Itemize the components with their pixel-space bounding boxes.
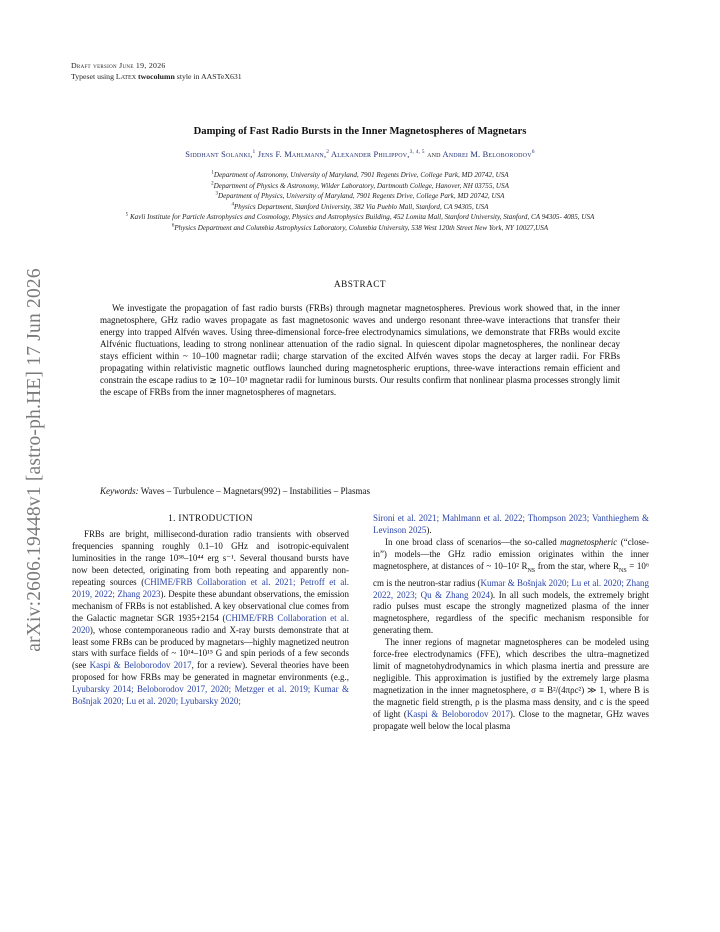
- authors-and: and: [427, 150, 441, 159]
- citation-link[interactable]: Kaspi & Beloborodov 2017: [406, 709, 510, 720]
- affiliation-4: $^4$Physics Department, Stanford University, 382 Via Pueblo Mall, Stanford, CA 94305, USA: [231, 202, 489, 211]
- left-column: [72, 514, 349, 708]
- intro-paragraph-1-continued: Sironi et al. 2021; Mahlmann et al. 2022; Thompson 2023; Vanthieghem & Levinson 2025).: [373, 513, 649, 535]
- keywords-label: Keywords:: [100, 486, 139, 496]
- typeset-line: Typeset using LATEX twocolumn style in AASTeX631: [71, 71, 242, 81]
- affiliation-3: $^3$Department of Physics, University of Maryland, 7901 Regents Drive, College Park, MD 20742, USA: [215, 191, 505, 201]
- page-header: [71, 61, 242, 83]
- affiliations: [62, 170, 658, 234]
- author-4[interactable]: Andrei M. Beloborodov$^6$: [442, 149, 535, 159]
- affiliation-1: $^1$Department of Astronomy, University of Maryland, 7901 Regents Drive, College Park, MD 20742, USA: [211, 170, 509, 179]
- latex-logo: ATEX: [120, 74, 137, 81]
- citation-link[interactable]: CHIME/FRB Collaboration et al. 2020: [72, 612, 349, 635]
- keywords: [100, 486, 620, 496]
- draft-version: Draft version June 19, 2026: [71, 61, 166, 70]
- section-heading-introduction: 1. INTRODUCTION: [168, 514, 253, 524]
- intro-paragraph-1: FRBs are bright, millisecond-duration radio transients with observed frequencies spanning roughly 0.1–10 GHz and isotropic-equivalent luminosities in the range 10³⁸–10⁴⁴ erg s⁻¹. Several thousand bursts have now been detected, originating from both repeating and apparently non-repeating sources (CHIME/FRB Collaboration et al. 2021; Petroff et al. 2019, 2022; Zhang 2023). Despite these abundant observations, the emission mechanism of FRBs is not established. A key observational clue comes from the Galactic magnetar SGR 1935+2154 (CHIME/FRB Collaboration et al. 2020), whose contemporaneous radio and X-ray bursts demonstrate that at least some FRBs can be produced by magnetars—highly magnetized neutron stars with surface fields of ~ 10¹⁴–10¹⁵ G and spin periods of a few seconds (see Kaspi & Beloborodov 2017, for a review). Several theories have been proposed for how FRBs may be generated in magnetar environments (e.g., Lyubarsky 2014; Beloborodov 2017, 2020; Metzger et al. 2019; Kumar & Bošnjak 2020; Lu et al. 2020; Lyubarsky 2020;: [72, 528, 350, 707]
- citation-link[interactable]: Sironi et al. 2021; Mahlmann et al. 2022; Thompson 2023; Vanthieghem & Levinson 2025: [373, 513, 649, 535]
- author-3[interactable]: Alexander Philippov,$^{3, 4, 5}$: [331, 149, 425, 159]
- author-2[interactable]: Jens F. Mahlmann,$^2$: [257, 149, 330, 159]
- intro-paragraph-3: The inner regions of magnetar magnetospheres can be modeled using force-free electrodynamics (FFE), which describes the ultra–magnetized limit of magnetohydrodynamics in which plasma inertia and pressure are negligible. This approximation is justified by the extremely large plasma magnetization in the inner magnetosphere, σ ≡ B²/(4πρc²) ≫ 1, where B is the magnetic field strength, ρ is the plasma mass density, and c is the speed of light (Kaspi & Beloborodov 2017). Close to the magnetar, GHz waves propagate well below the local plasma: [373, 637, 649, 731]
- right-column: [373, 513, 649, 733]
- arxiv-sidebar: [22, 220, 48, 700]
- affiliation-6: $^6$Physics Department and Columbia Astrophysics Laboratory, Columbia University, 538 West 120th Street New York, NY 10027,USA: [171, 223, 549, 232]
- author-1[interactable]: Siddhant Solanki,$^1$: [185, 149, 256, 159]
- author-list: [70, 150, 650, 159]
- keywords-list: Waves – Turbulence – Magnetars(992) – Instabilities – Plasmas: [140, 486, 371, 496]
- paper-title: Damping of Fast Radio Bursts in the Inner Magnetospheres of Magnetars: [193, 126, 527, 137]
- citation-link[interactable]: Kaspi & Beloborodov 2017: [89, 660, 192, 671]
- citation-link[interactable]: CHIME/FRB Collaboration et al. 2021; Petroff et al. 2019, 2022; Zhang 2023: [72, 576, 350, 599]
- abstract-text: We investigate the propagation of fast radio bursts (FRBs) through magnetar magnetospheres. Previous work showed that, in the inner magnetosphere, GHz radio waves propagate as fast magnetosonic waves and undergo resonant three-wave interactions that transfer their energy into trapped Alfvén waves. Using three-dimensional force-free electrodynamics simulations, we demonstrate that FRBs would excite Alfvénic fluctuations, leading to strong nonlinear attenuation of the radio signal. In quiescent dipolar magnetospheres, the nonlinear decay stays efficient within ~ 10–100 magnetar radii; charge starvation of the excited Alfvén waves stops the decay at larger radii. For FRBs propagating within relativistic magnetic outflows launched during magnetospheric eruptions, three-wave interactions remain efficient and constrain the escape radius to ≳ 10²–10³ magnetar radii for luminous bursts. Our results confirm that nonlinear plasma processes strongly limit the escape of FRBs from the inner magnetospheres of magnetars.: [100, 303, 620, 398]
- affiliation-2: $^2$Department of Physics & Astronomy, Wilder Laboratory, Dartmouth College, Hanover, NH 03755, USA: [211, 181, 509, 190]
- intro-paragraph-2: In one broad class of scenarios—the so-called magnetospheric (“close-in”) models—the GHz radio emission originates within the inner magnetosphere, at distances of ~ 10–10² $R_{NS}$ from the star, where $R_{NS} = 10^6$ cm is the neutron-star radius (Kumar & Bošnjak 2020; Lu et al. 2020; Zhang 2022, 2023; Qu & Zhang 2024). In all such models, the extremely bright radio pulses must escape the strongly magnetized plasma of the inner magnetosphere, regardless of the specific mechanism responsible for generating them.: [373, 536, 649, 636]
- citation-link[interactable]: Kumar & Bošnjak 2020; Lu et al. 2020; Zhang 2022, 2023; Qu & Zhang 2024: [373, 577, 649, 600]
- affiliation-5: $^5$ Kavli Institute for Particle Astrophysics and Cosmology, Physics and Astrophysics Building, 452 Lomita Mall, Stanford University, Stanford, CA 94305- 4085, USA: [125, 213, 595, 222]
- citation-link[interactable]: Lyubarsky 2014; Beloborodov 2017, 2020; Metzger et al. 2019; Kumar & Bošnjak 2020; Lu et al. 2020; Lyubarsky 2020;: [72, 684, 349, 707]
- abstract-heading: ABSTRACT: [334, 279, 386, 289]
- arxiv-identifier[interactable]: arXiv:2606.19448v1 [astro-ph.HE] 17 Jun 2026: [24, 268, 45, 652]
